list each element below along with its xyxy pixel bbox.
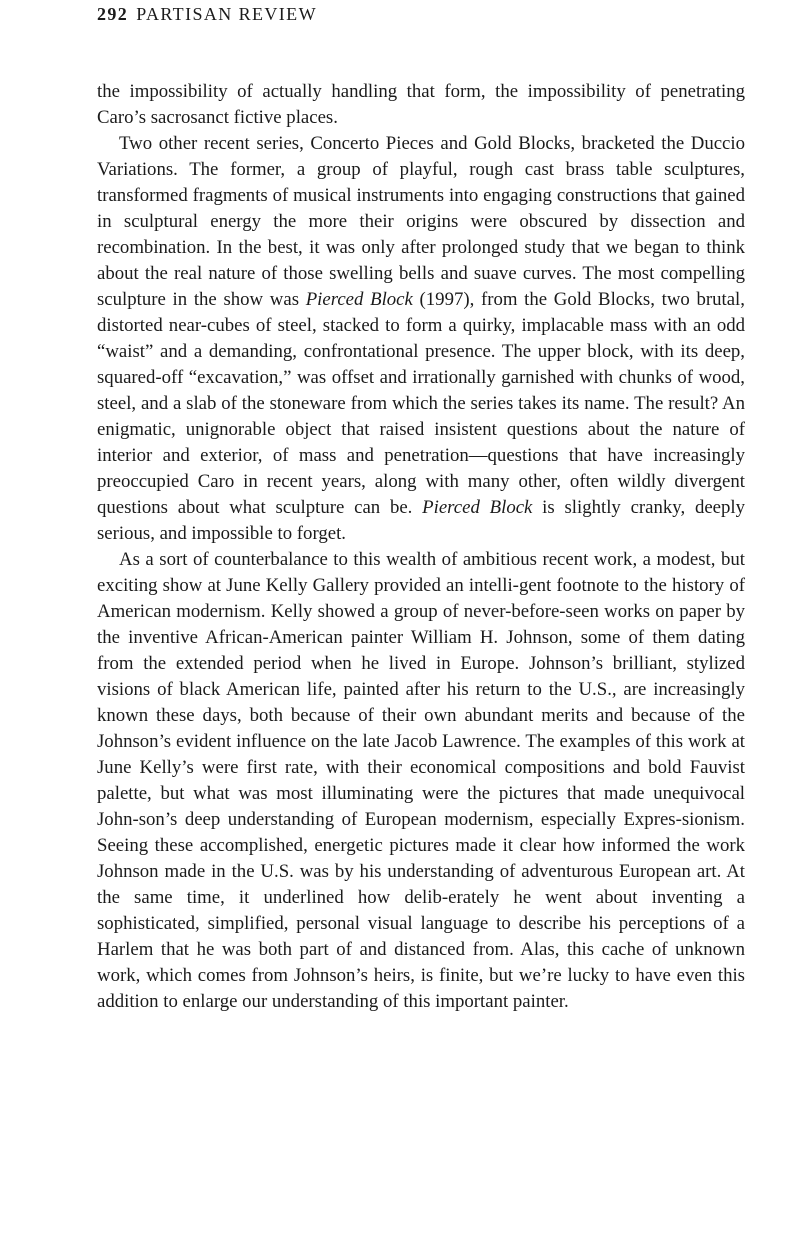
journal-title: PARTISAN REVIEW <box>136 4 317 24</box>
paragraph-johnson <box>97 547 745 1015</box>
artwork-title-pierced-block: Pierced Block <box>305 289 413 310</box>
article-body <box>97 79 745 1015</box>
page-number: 292 <box>97 4 129 24</box>
paragraph-text: As a sort of counterbalance to this wealth of ambitious recent work, a modest, but exciting show at June Kelly Gallery provided an intelli-gent footnote to the history of American modernism. Kelly showed a group of never-before-seen works on paper by the inventive African-American painter William H. Johnson, some of them dating from the extended period when he lived in Europe. Johnson’s brilliant, stylized visions of black American life, painted after his return to the U.S., are increasingly known these days, both because of their own abundant merits and because of the Johnson’s evident influence on the late Jacob Lawrence. The examples of this work at June Kelly’s were first rate, with their economical compositions and bold Fauvist palette, but what was most illuminating were the pictures that made unequivocal John-son’s deep understanding of European modernism, especially Expres-sionism. Seeing these accomplished, energetic pictures made it clear how informed the work Johnson made in the U.S. was by his understanding of adventurous European art. At the same time, it underlined how delib-erately he went about inventing a sophisticated, simplified, personal visual language to describe his perceptions of a Harlem that he was both part of and distanced from. Alas, this cache of unknown work, which comes from Johnson’s heirs, is finite, but we’re lucky to have even this addition to enlarge our understanding of this important painter. <box>97 549 745 1012</box>
paragraph-text: (1997), from the Gold Blocks, two brutal, distorted near-cubes of steel, stacked to form a quirky, implacable mass with an odd “waist” and a demanding, confrontational presence. The upper block, with its deep, squared-off “excavation,” was offset and irrationally garnished with chunks of wood, steel, and a slab of the stoneware from which the series takes its name. The result? An enigmatic, unignorable object that raised insistent questions about the nature of interior and exterior, of mass and penetration—questions that have increasingly preoccupied Caro in recent years, along with many other, often wildly divergent questions about what sculpture can be. <box>97 289 745 518</box>
paragraph-continued <box>97 79 745 131</box>
paragraph-text: Two other recent series, Concerto Pieces and Gold Blocks, bracketed the Duccio Variations. The former, a group of playful, rough cast brass table sculptures, transformed fragments of musical instruments into engaging constructions that gained in sculptural energy the more their origins were obscured by dissection and recombination. In the best, it was only after prolonged study that we began to think about the real nature of those swelling bells and suave curves. The most compelling sculpture in the show was <box>97 133 745 310</box>
paragraph-text: the impossibility of actually handling that form, the impossibility of penetrating Caro’s sacrosanct fictive places. <box>97 81 745 128</box>
artwork-title-pierced-block: Pierced Block <box>422 497 533 518</box>
paragraph-caro-series <box>97 131 745 547</box>
running-head <box>97 2 317 26</box>
paragraph-text: is slightly cranky, deeply serious, and impossible to forget. <box>97 497 745 544</box>
